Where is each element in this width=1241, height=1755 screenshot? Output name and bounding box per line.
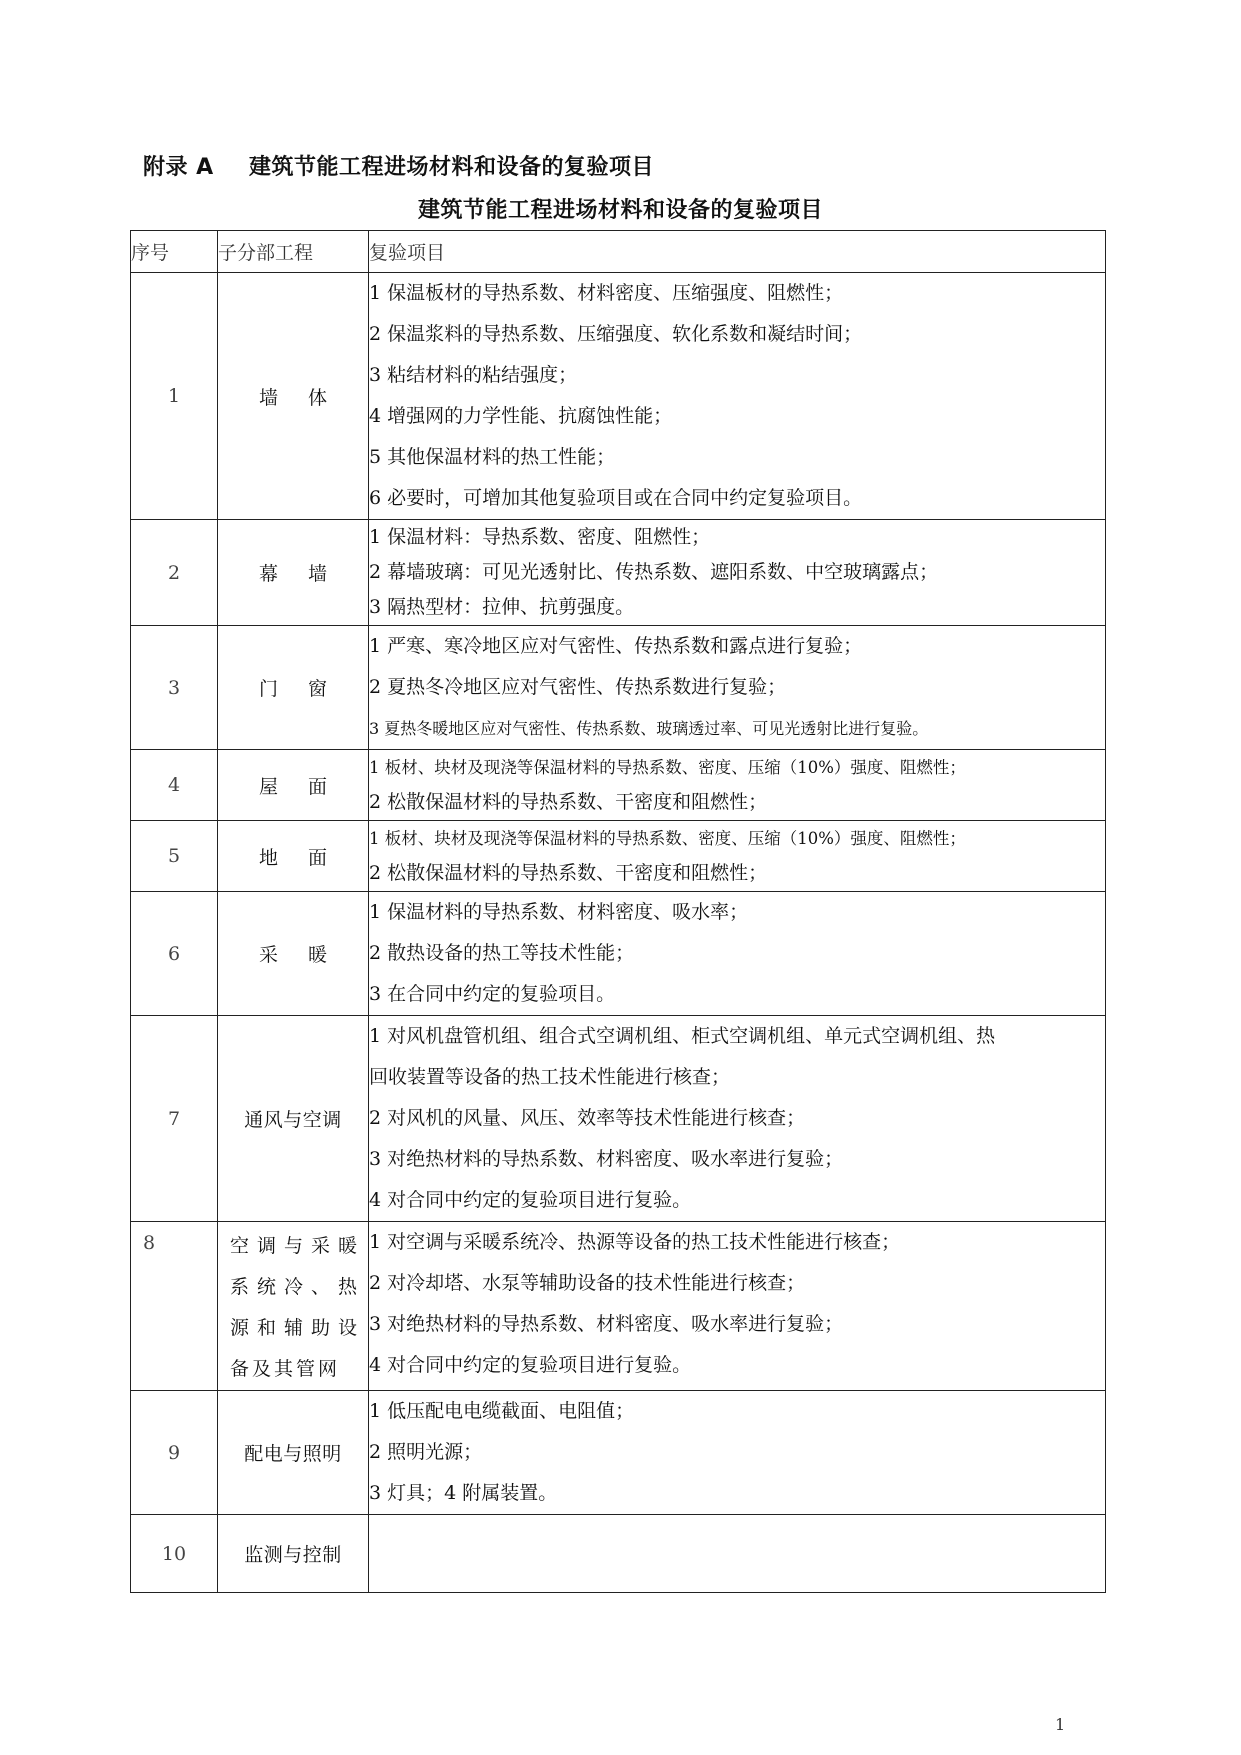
item-line: 3 对绝热材料的导热系数、材料密度、吸水率进行复验；	[369, 1148, 844, 1170]
row-number: 7	[131, 1016, 218, 1222]
row-subdivision: 通风与空调	[218, 1016, 369, 1222]
item-line: 5 其他保温材料的热工性能；	[369, 446, 616, 468]
item-line: 2 松散保温材料的导热系数、干密度和阻燃性；	[369, 862, 768, 884]
row-number: 4	[131, 750, 218, 821]
item-line: 4 对合同中约定的复验项目进行复验。	[369, 1189, 692, 1211]
item-line: 4 对合同中约定的复验项目进行复验。	[369, 1354, 692, 1376]
row-subdivision: 门 窗	[218, 626, 369, 750]
item-line: 3 粘结材料的粘结强度；	[369, 364, 578, 386]
item-line: 1 对风机盘管机组、组合式空调机组、柜式空调机组、单元式空调机组、热	[369, 1025, 996, 1047]
item-line: 1 严寒、寒冷地区应对气密性、传热系数和露点进行复验；	[369, 635, 863, 657]
item-line: 2 照明光源；	[369, 1441, 483, 1463]
item-line: 2 对冷却塔、水泵等辅助设备的技术性能进行核查；	[369, 1272, 806, 1294]
row-subdivision: 空调与采暖系统冷、热源和辅助设备及其管网	[218, 1222, 369, 1391]
item-line: 6 必要时，可增加其他复验项目或在合同中约定复验项目。	[369, 487, 863, 509]
item-line: 1 保温材料的导热系数、材料密度、吸水率；	[369, 901, 749, 923]
row-items	[369, 892, 1106, 1016]
table-row	[131, 626, 1106, 750]
row-items	[369, 1391, 1106, 1515]
table-row	[131, 892, 1106, 1016]
item-line: 1 低压配电电缆截面、电阻值；	[369, 1400, 635, 1422]
row-number: 2	[131, 520, 218, 626]
row-subdivision: 墙 体	[218, 273, 369, 520]
item-line: 2 松散保温材料的导热系数、干密度和阻燃性；	[369, 791, 768, 813]
recheck-items-table	[130, 230, 1106, 1593]
header-subdivision: 子分部工程	[218, 231, 369, 273]
item-line: 3 在合同中约定的复验项目。	[369, 983, 616, 1005]
row-items	[369, 750, 1106, 821]
row-number: 5	[131, 821, 218, 892]
item-line: 1 板材、块材及现浇等保温材料的导热系数、密度、压缩（10%）强度、阻燃性；	[369, 829, 966, 848]
table-header-row	[131, 231, 1106, 273]
row-items	[369, 520, 1106, 626]
row-number: 1	[131, 273, 218, 520]
row-subdivision: 幕 墙	[218, 520, 369, 626]
page-number: 1	[1055, 1715, 1066, 1734]
appendix-heading	[143, 150, 654, 181]
appendix-tag: 附录 A	[143, 155, 214, 180]
row-number: 3	[131, 626, 218, 750]
item-line: 3 夏热冬暖地区应对气密性、传热系数、玻璃透过率、可见光透射比进行复验。	[369, 719, 929, 738]
item-line: 1 保温板材的导热系数、材料密度、压缩强度、阻燃性；	[369, 282, 844, 304]
item-line: 回收装置等设备的热工技术性能进行核查；	[369, 1066, 731, 1088]
table-row	[131, 1016, 1106, 1222]
item-line: 2 保温浆料的导热系数、压缩强度、软化系数和凝结时间；	[369, 323, 863, 345]
table-row	[131, 1515, 1106, 1593]
table-title: 建筑节能工程进场材料和设备的复验项目	[417, 198, 823, 223]
table-row	[131, 1222, 1106, 1391]
row-items	[369, 1016, 1106, 1222]
item-line: 3 灯具；4 附属装置。	[369, 1482, 558, 1504]
table-row	[131, 750, 1106, 821]
row-subdivision: 监测与控制	[218, 1515, 369, 1593]
table-row	[131, 520, 1106, 626]
row-number: 8	[131, 1222, 218, 1391]
item-line: 4 增强网的力学性能、抗腐蚀性能；	[369, 405, 673, 427]
row-subdivision: 屋 面	[218, 750, 369, 821]
row-subdivision: 配电与照明	[218, 1391, 369, 1515]
item-line: 3 隔热型材：拉伸、抗剪强度。	[369, 596, 635, 618]
item-line: 2 幕墙玻璃：可见光透射比、传热系数、遮阳系数、中空玻璃露点；	[369, 561, 939, 583]
item-line: 1 对空调与采暖系统冷、热源等设备的热工技术性能进行核查；	[369, 1231, 901, 1253]
item-line: 2 夏热冬冷地区应对气密性、传热系数进行复验；	[369, 676, 787, 698]
row-items	[369, 821, 1106, 892]
header-no: 序号	[131, 231, 218, 273]
row-number: 10	[131, 1515, 218, 1593]
header-recheck-items: 复验项目	[369, 231, 1106, 273]
row-items	[369, 1515, 1106, 1593]
row-number: 6	[131, 892, 218, 1016]
table-row	[131, 273, 1106, 520]
row-subdivision: 采 暖	[218, 892, 369, 1016]
row-items	[369, 273, 1106, 520]
row-items	[369, 626, 1106, 750]
table-row	[131, 1391, 1106, 1515]
table-row	[131, 821, 1106, 892]
item-line: 1 板材、块材及现浇等保温材料的导热系数、密度、压缩（10%）强度、阻燃性；	[369, 758, 966, 777]
item-line: 2 散热设备的热工等技术性能；	[369, 942, 635, 964]
item-line: 3 对绝热材料的导热系数、材料密度、吸水率进行复验；	[369, 1313, 844, 1335]
row-subdivision: 地 面	[218, 821, 369, 892]
row-number: 9	[131, 1391, 218, 1515]
row-items	[369, 1222, 1106, 1391]
appendix-title: 建筑节能工程进场材料和设备的复验项目	[249, 155, 655, 180]
item-line: 1 保温材料：导热系数、密度、阻燃性；	[369, 526, 711, 548]
item-line: 2 对风机的风量、风压、效率等技术性能进行核查；	[369, 1107, 806, 1129]
